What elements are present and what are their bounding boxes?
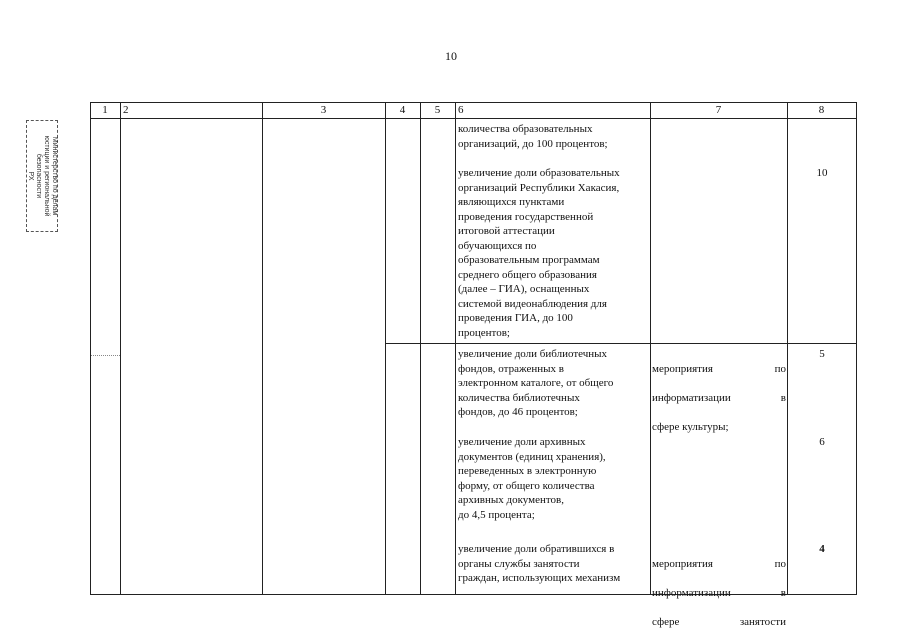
table-row-3-value: 5	[819, 348, 825, 360]
page-number: 10	[445, 49, 457, 63]
header-col-2: 2	[123, 104, 129, 116]
table-row-3-indicator: увеличение доли библиотечных фондов, отраженных в электронном каталоге, от общего количества библиотечных фондов, до 46 процентов;	[458, 348, 614, 418]
header-col-3: 3	[320, 104, 327, 116]
col-border-4	[420, 102, 421, 595]
table-row-2-value: 10	[816, 167, 828, 179]
table-row-4-value: 6	[819, 436, 825, 448]
col-border-5	[455, 102, 456, 595]
header-col-1: 1	[102, 104, 108, 116]
header-col-5: 5	[434, 104, 441, 116]
header-col-8: 8	[818, 104, 825, 116]
col-border-1	[120, 102, 121, 595]
col-border-3	[385, 102, 386, 595]
col-border-right	[856, 102, 857, 595]
col-border-left	[90, 102, 91, 595]
table-row-2-indicator: увеличение доли образовательных организаций Республики Хакасия, являющихся пунктами проведения государственной итоговой аттестации обучающихся по образовательным программам среднего общего образования (далее – ГИА), оснащенных системой видеонаблюдения для проведения ГИА, до 100 процентов;	[458, 167, 620, 339]
header-col-4: 4	[399, 104, 406, 116]
table-row-5-measures: мероприятия по информатизации в сфере занятости	[652, 557, 786, 628]
table-row-5-value: 4	[819, 543, 825, 555]
table-row-4-indicator: увеличение доли архивных документов (единиц хранения), переведенных в электронную форму, от общего количества архивных документов, до 4,5 процента;	[458, 436, 606, 521]
header-bottom-border	[90, 118, 857, 119]
stamp-text: Министерство по делам юстиции и региональной безопасности РХ	[27, 135, 58, 217]
header-col-7: 7	[715, 104, 722, 116]
col-border-6	[650, 102, 651, 595]
table-row-3-measures: мероприятия по информатизации в сфере культуры;	[652, 362, 786, 433]
table-row-1-indicator: количества образовательных организаций, до 100 процентов;	[458, 123, 608, 150]
col-border-2	[262, 102, 263, 595]
header-col-6: 6	[458, 104, 464, 116]
table-row-5-indicator: увеличение доли обратившихся в органы службы занятости граждан, использующих механизм	[458, 543, 621, 584]
col-border-7	[787, 102, 788, 595]
